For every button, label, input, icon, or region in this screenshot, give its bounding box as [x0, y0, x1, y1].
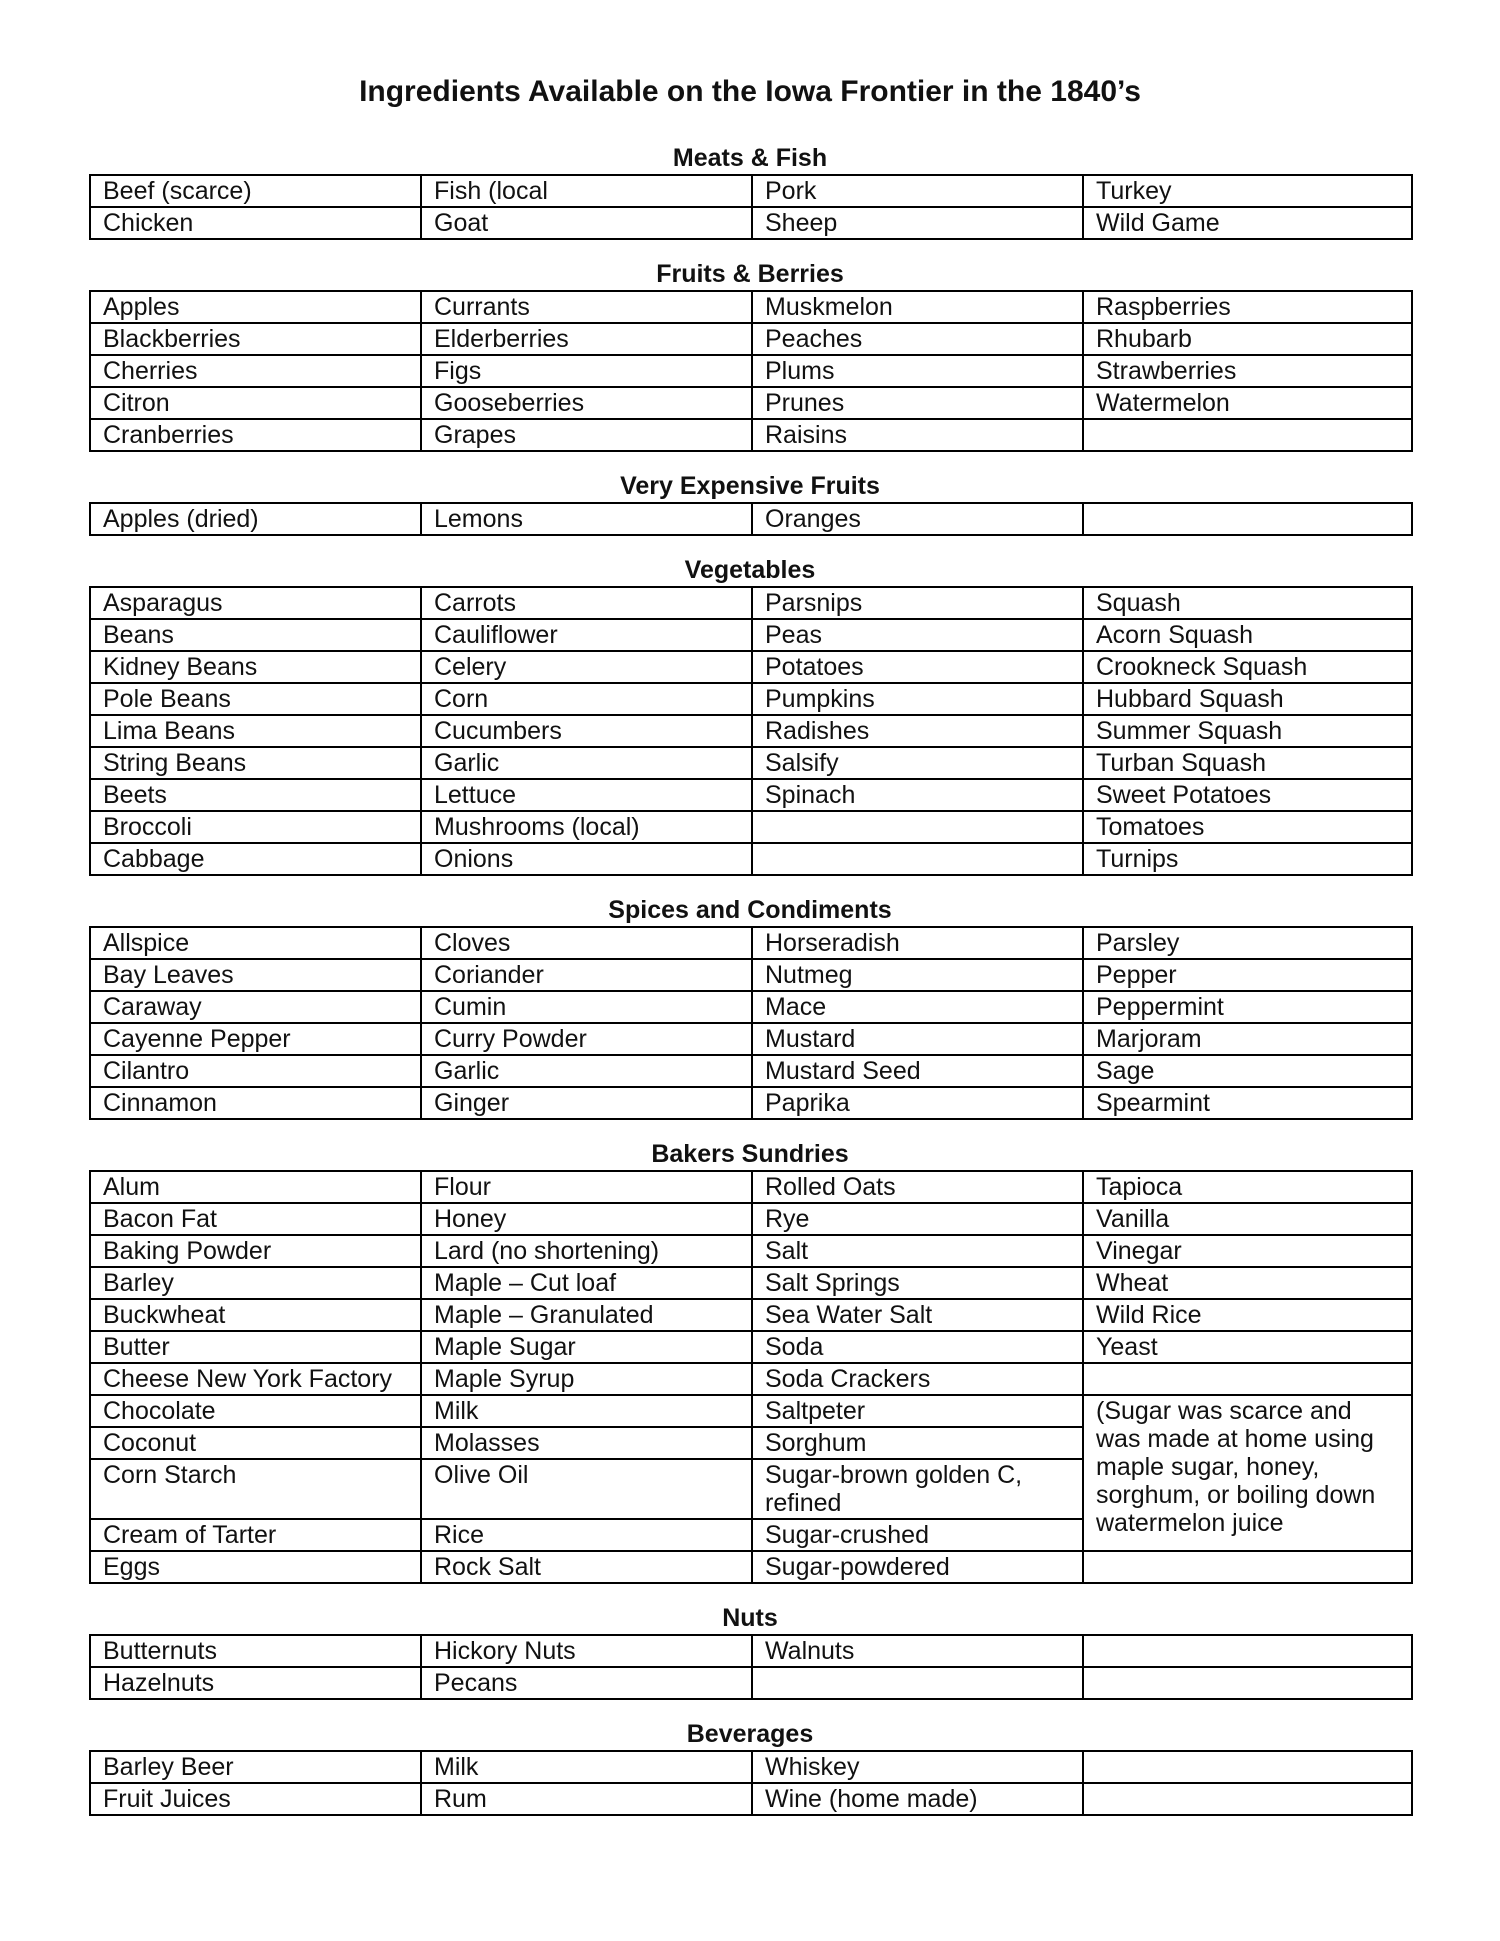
table-cell: Peas — [752, 619, 1083, 651]
table-cell: Parsnips — [752, 587, 1083, 619]
table-cell: Goat — [421, 207, 752, 239]
table-cell: Maple Sugar — [421, 1331, 752, 1363]
section-heading-meats-and-fish: Meats & Fish — [672, 144, 828, 172]
table-row — [90, 207, 1412, 239]
table-cell: Citron — [90, 387, 421, 419]
table-row — [90, 811, 1412, 843]
table-row — [90, 1023, 1412, 1055]
table-cell: Sage — [1083, 1055, 1412, 1087]
table-row — [90, 355, 1412, 387]
table-row — [90, 1667, 1412, 1699]
table-row — [90, 387, 1412, 419]
table-cell: Rolled Oats — [752, 1171, 1083, 1203]
table-cell: Garlic — [421, 1055, 752, 1087]
sugar-note: (Sugar was scarce and was made at home using maple sugar, honey, sorghum, or boiling down watermelon juice — [1083, 1395, 1412, 1551]
table-cell: Maple Syrup — [421, 1363, 752, 1395]
table-cell: Kidney Beans — [90, 651, 421, 683]
table-cell: Apples — [90, 291, 421, 323]
table-cell: Figs — [421, 355, 752, 387]
table-cell: Turban Squash — [1083, 747, 1412, 779]
table-cell: Spinach — [752, 779, 1083, 811]
table-fruits-and-berries — [89, 290, 1413, 452]
table-bakers-sundries — [89, 1170, 1413, 1584]
table-cell: Grapes — [421, 419, 752, 451]
table-cell: Chicken — [90, 207, 421, 239]
table-cell: Buckwheat — [90, 1299, 421, 1331]
table-cell: Lettuce — [421, 779, 752, 811]
table-cell: Sheep — [752, 207, 1083, 239]
table-row — [90, 1171, 1412, 1203]
table-cell: Onions — [421, 843, 752, 875]
table-cell: Maple – Granulated — [421, 1299, 752, 1331]
table-cell: Pepper — [1083, 959, 1412, 991]
table-cell: Honey — [421, 1203, 752, 1235]
table-cell: Plums — [752, 355, 1083, 387]
table-cell: Saltpeter — [752, 1395, 1083, 1427]
table-cell: Corn — [421, 683, 752, 715]
table-cell: Salt Springs — [752, 1267, 1083, 1299]
table-cell: Turnips — [1083, 843, 1412, 875]
table-row — [90, 503, 1412, 535]
table-cell — [1083, 1363, 1412, 1395]
table-cell — [752, 1667, 1083, 1699]
table-cell: Gooseberries — [421, 387, 752, 419]
table-cell — [1083, 1667, 1412, 1699]
table-cell: Peppermint — [1083, 991, 1412, 1023]
table-cell: Rye — [752, 1203, 1083, 1235]
table-cell: Beef (scarce) — [90, 175, 421, 207]
table-cell: Cumin — [421, 991, 752, 1023]
table-cell: Rice — [421, 1519, 752, 1551]
table-cell: Lemons — [421, 503, 752, 535]
table-cell — [1083, 503, 1412, 535]
table-cell: Hickory Nuts — [421, 1635, 752, 1667]
table-cell: Wheat — [1083, 1267, 1412, 1299]
table-cell: Barley Beer — [90, 1751, 421, 1783]
table-cell: Pumpkins — [752, 683, 1083, 715]
table-cell: Eggs — [90, 1551, 421, 1583]
table-cell: Sweet Potatoes — [1083, 779, 1412, 811]
table-cell: Milk — [421, 1395, 752, 1427]
table-cell: Rhubarb — [1083, 323, 1412, 355]
table-cell: Cherries — [90, 355, 421, 387]
section-heading-spices-and-condiments: Spices and Condiments — [608, 896, 892, 924]
table-cell: Oranges — [752, 503, 1083, 535]
table-cell — [1083, 1783, 1412, 1815]
table-cell: Sugar-powdered — [752, 1551, 1083, 1583]
table-row — [90, 991, 1412, 1023]
table-cell: Hazelnuts — [90, 1667, 421, 1699]
table-cell: Garlic — [421, 747, 752, 779]
sections-container — [89, 142, 1411, 1816]
table-cell: Olive Oil — [421, 1459, 752, 1519]
table-meats-and-fish — [89, 174, 1413, 240]
table-cell: Allspice — [90, 927, 421, 959]
table-cell: Butter — [90, 1331, 421, 1363]
table-cell: Milk — [421, 1751, 752, 1783]
table-cell: Celery — [421, 651, 752, 683]
table-row — [90, 1751, 1412, 1783]
table-cell — [1083, 1551, 1412, 1583]
table-cell: Vanilla — [1083, 1203, 1412, 1235]
table-cell: Baking Powder — [90, 1235, 421, 1267]
table-cell: Cabbage — [90, 843, 421, 875]
table-cell: Broccoli — [90, 811, 421, 843]
document-title: Ingredients Available on the Iowa Frontier in the 1840’s — [359, 75, 1141, 108]
table-cell: Salsify — [752, 747, 1083, 779]
table-row — [90, 1087, 1412, 1119]
table-cell: Caraway — [90, 991, 421, 1023]
table-cell: Cloves — [421, 927, 752, 959]
table-cell — [752, 843, 1083, 875]
table-cell: Sea Water Salt — [752, 1299, 1083, 1331]
table-cell: Summer Squash — [1083, 715, 1412, 747]
table-cell: Maple – Cut loaf — [421, 1267, 752, 1299]
table-cell: Pork — [752, 175, 1083, 207]
table-cell: Curry Powder — [421, 1023, 752, 1055]
table-row — [90, 1635, 1412, 1667]
table-row — [90, 1551, 1412, 1583]
section-heading-bakers-sundries: Bakers Sundries — [651, 1140, 849, 1168]
table-row — [90, 323, 1412, 355]
table-cell: Horseradish — [752, 927, 1083, 959]
table-cell: Cranberries — [90, 419, 421, 451]
table-row — [90, 291, 1412, 323]
table-cell: Crookneck Squash — [1083, 651, 1412, 683]
table-spices-and-condiments — [89, 926, 1413, 1120]
table-cell: Acorn Squash — [1083, 619, 1412, 651]
table-cell: Bacon Fat — [90, 1203, 421, 1235]
table-beverages — [89, 1750, 1413, 1816]
table-cell: Squash — [1083, 587, 1412, 619]
table-cell: Elderberries — [421, 323, 752, 355]
table-cell: Sugar-crushed — [752, 1519, 1083, 1551]
table-cell: Radishes — [752, 715, 1083, 747]
table-cell: Watermelon — [1083, 387, 1412, 419]
table-cell: Hubbard Squash — [1083, 683, 1412, 715]
table-cell: Raspberries — [1083, 291, 1412, 323]
table-cell: Wine (home made) — [752, 1783, 1083, 1815]
table-cell: Peaches — [752, 323, 1083, 355]
table-row — [90, 1331, 1412, 1363]
table-cell — [1083, 1635, 1412, 1667]
table-row — [90, 1363, 1412, 1395]
table-cell: Pole Beans — [90, 683, 421, 715]
table-cell: Apples (dried) — [90, 503, 421, 535]
table-cell: Nutmeg — [752, 959, 1083, 991]
table-cell: Blackberries — [90, 323, 421, 355]
table-cell: Marjoram — [1083, 1023, 1412, 1055]
section-heading-vegetables: Vegetables — [684, 556, 816, 584]
table-cell — [1083, 419, 1412, 451]
table-cell: Beans — [90, 619, 421, 651]
table-cell: Carrots — [421, 587, 752, 619]
table-cell — [752, 811, 1083, 843]
table-row — [90, 1235, 1412, 1267]
section-heading-nuts: Nuts — [722, 1604, 778, 1632]
table-cell: Cayenne Pepper — [90, 1023, 421, 1055]
table-row — [90, 843, 1412, 875]
table-row — [90, 927, 1412, 959]
document — [89, 70, 1411, 1834]
table-cell: Spearmint — [1083, 1087, 1412, 1119]
table-cell: Flour — [421, 1171, 752, 1203]
table-cell: Tomatoes — [1083, 811, 1412, 843]
table-cell: Cauliflower — [421, 619, 752, 651]
table-cell: Soda — [752, 1331, 1083, 1363]
table-cell: Strawberries — [1083, 355, 1412, 387]
table-cell: Muskmelon — [752, 291, 1083, 323]
table-cell: Mustard Seed — [752, 1055, 1083, 1087]
table-row — [90, 1783, 1412, 1815]
table-cell: Beets — [90, 779, 421, 811]
table-cell: Vinegar — [1083, 1235, 1412, 1267]
table-cell: Coriander — [421, 959, 752, 991]
table-cell: Fruit Juices — [90, 1783, 421, 1815]
table-cell: Wild Rice — [1083, 1299, 1412, 1331]
table-cell: Sugar-brown golden C, refined — [752, 1459, 1083, 1519]
table-cell: Barley — [90, 1267, 421, 1299]
table-row — [90, 715, 1412, 747]
table-cell: Raisins — [752, 419, 1083, 451]
table-cell: Cilantro — [90, 1055, 421, 1087]
table-cell: Coconut — [90, 1427, 421, 1459]
table-row — [90, 1203, 1412, 1235]
table-cell: Chocolate — [90, 1395, 421, 1427]
section-heading-very-expensive-fruits: Very Expensive Fruits — [620, 472, 880, 500]
table-cell: Turkey — [1083, 175, 1412, 207]
table-cell: Yeast — [1083, 1331, 1412, 1363]
table-cell: Butternuts — [90, 1635, 421, 1667]
table-cell: Cinnamon — [90, 1087, 421, 1119]
table-cell: Mushrooms (local) — [421, 811, 752, 843]
table-cell: Whiskey — [752, 1751, 1083, 1783]
section-heading-fruits-and-berries: Fruits & Berries — [656, 260, 844, 288]
table-cell: Alum — [90, 1171, 421, 1203]
table-cell: Ginger — [421, 1087, 752, 1119]
table-cell: Wild Game — [1083, 207, 1412, 239]
table-row — [90, 1055, 1412, 1087]
table-row — [90, 1395, 1412, 1427]
table-cell: Rum — [421, 1783, 752, 1815]
table-very-expensive-fruits — [89, 502, 1413, 536]
table-cell: Asparagus — [90, 587, 421, 619]
table-cell: Cucumbers — [421, 715, 752, 747]
table-row — [90, 683, 1412, 715]
table-cell: Lard (no shortening) — [421, 1235, 752, 1267]
table-cell: Cream of Tarter — [90, 1519, 421, 1551]
table-row — [90, 619, 1412, 651]
table-cell: Currants — [421, 291, 752, 323]
table-cell: Salt — [752, 1235, 1083, 1267]
table-cell: String Beans — [90, 747, 421, 779]
table-row — [90, 651, 1412, 683]
table-cell: Pecans — [421, 1667, 752, 1699]
table-cell: Lima Beans — [90, 715, 421, 747]
table-cell: Cheese New York Factory — [90, 1363, 421, 1395]
table-cell: Corn Starch — [90, 1459, 421, 1519]
table-row — [90, 959, 1412, 991]
table-cell: Tapioca — [1083, 1171, 1412, 1203]
table-cell: Parsley — [1083, 927, 1412, 959]
table-cell: Soda Crackers — [752, 1363, 1083, 1395]
table-cell: Molasses — [421, 1427, 752, 1459]
table-row — [90, 175, 1412, 207]
table-cell: Rock Salt — [421, 1551, 752, 1583]
table-vegetables — [89, 586, 1413, 876]
table-row — [90, 587, 1412, 619]
table-cell: Potatoes — [752, 651, 1083, 683]
table-row — [90, 1299, 1412, 1331]
table-cell: Paprika — [752, 1087, 1083, 1119]
table-cell: Sorghum — [752, 1427, 1083, 1459]
table-row — [90, 779, 1412, 811]
table-row — [90, 747, 1412, 779]
table-row — [90, 419, 1412, 451]
table-nuts — [89, 1634, 1413, 1700]
table-cell: Fish (local — [421, 175, 752, 207]
table-cell: Mustard — [752, 1023, 1083, 1055]
table-cell: Prunes — [752, 387, 1083, 419]
table-cell — [1083, 1751, 1412, 1783]
section-heading-beverages: Beverages — [686, 1720, 814, 1748]
table-cell: Bay Leaves — [90, 959, 421, 991]
table-cell: Walnuts — [752, 1635, 1083, 1667]
table-cell: Mace — [752, 991, 1083, 1023]
table-row — [90, 1267, 1412, 1299]
